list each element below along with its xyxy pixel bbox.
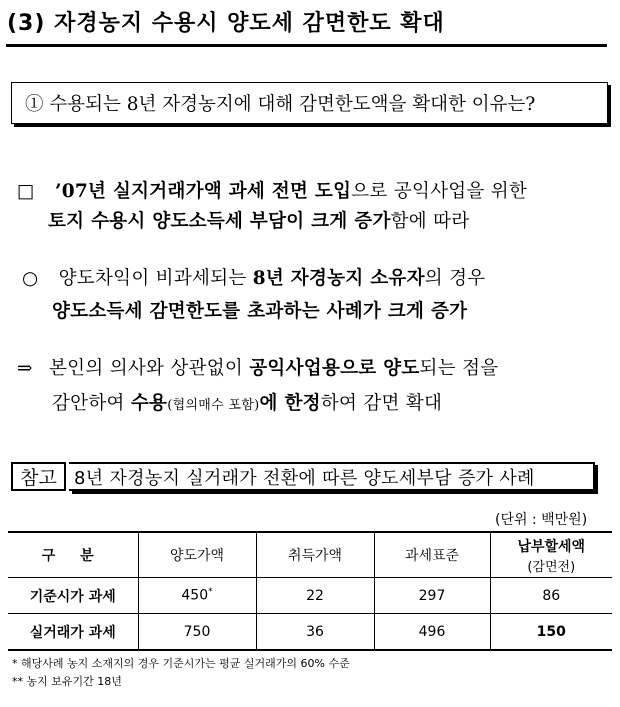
row-label-standard-price: 기준시가 과세 xyxy=(8,578,138,614)
header-tax-payable-sub: (감면전) xyxy=(527,559,576,575)
item-1-bold-2: 토지 수용시 양도소득세 부담이 크게 증가 xyxy=(48,211,391,232)
item-3-line-1 xyxy=(17,354,498,380)
square-bullet-icon: □ xyxy=(17,181,35,202)
footnote-mark: * xyxy=(208,587,213,598)
item-3-bold-2: 수용 xyxy=(130,393,168,414)
item-2-bold-2: 양도소득세 감면한도를 초과하는 사례가 크게 증가 xyxy=(52,301,468,322)
item-3-text-1: 본인의 의사와 상관없이 xyxy=(49,358,250,379)
cell-tax-base: 496 xyxy=(374,614,490,651)
header-tax-payable-label: 납부할세액 xyxy=(517,538,586,555)
cell-tax-payable: 86 xyxy=(490,578,612,614)
implies-arrow-icon: ⇒ xyxy=(17,358,33,379)
item-2-line-2 xyxy=(52,297,467,323)
reference-title: 8년 자경농지 실거래가 전환에 따른 양도세부담 증가 사례 xyxy=(69,462,595,491)
item-2-bold-1: 8년 자경농지 소유자 xyxy=(252,268,425,289)
header-category: 구 분 xyxy=(8,532,138,578)
item-1-line-2 xyxy=(48,207,470,233)
table-row xyxy=(8,578,612,614)
header-tax-payable xyxy=(490,532,612,578)
title-divider xyxy=(6,44,607,47)
item-2-text-2: 의 경우 xyxy=(424,268,486,289)
cell-value: 450 xyxy=(181,587,209,604)
question-box xyxy=(11,82,608,124)
header-sale-price: 양도가액 xyxy=(138,532,256,578)
cell-tax-payable: 150 xyxy=(490,614,612,651)
question-text: ① 수용되는 8년 자경농지에 대해 감면한도액을 확대한 이유는? xyxy=(25,94,536,115)
table-row xyxy=(8,614,612,651)
cell-sale-price: 750 xyxy=(138,614,256,651)
item-2-line-1 xyxy=(22,264,485,290)
row-label-actual-price: 실거래가 과세 xyxy=(8,614,138,651)
item-1-text-2: 함에 따라 xyxy=(390,211,470,232)
item-3-line-2 xyxy=(52,389,442,415)
header-acquisition-price: 취득가액 xyxy=(256,532,374,578)
reference-label: 참고 xyxy=(11,462,66,491)
footnote-2: ** 농지 보유기간 18년 xyxy=(12,675,122,688)
item-3-bold-3: 에 한정 xyxy=(259,393,321,414)
tax-comparison-table xyxy=(8,531,612,651)
item-3-bold-1: 공익사업용으로 양도 xyxy=(249,358,420,379)
cell-acquisition-price: 22 xyxy=(256,578,374,614)
item-3-text-4: 하여 감면 확대 xyxy=(320,393,443,414)
item-1-text-1: 으로 공익사업을 위한 xyxy=(351,181,528,202)
cell-tax-base: 297 xyxy=(374,578,490,614)
circle-bullet-icon: ○ xyxy=(22,268,39,289)
section-title: (3) 자경농지 수용시 양도세 감면한도 확대 xyxy=(7,11,445,36)
unit-label: (단위 : 백만원) xyxy=(495,512,588,528)
item-1-line-1 xyxy=(17,177,527,203)
table-header-row xyxy=(8,532,612,578)
footnote-1: * 해당사례 농지 소재지의 경우 기준시가는 평균 실거래가의 60% 수준 xyxy=(12,657,350,670)
item-3-text-3: 감안하여 xyxy=(52,393,131,414)
item-3-text-2: 되는 점을 xyxy=(419,358,499,379)
item-1-bold-1: ’07년 실지거래가액 과세 전면 도입 xyxy=(54,181,352,202)
cell-acquisition-price: 36 xyxy=(256,614,374,651)
item-2-text-1: 양도차익이 비과세되는 xyxy=(58,268,253,289)
header-tax-base: 과세표준 xyxy=(374,532,490,578)
item-3-small-note: (협의매수 포함) xyxy=(167,398,260,413)
cell-sale-price xyxy=(138,578,256,614)
